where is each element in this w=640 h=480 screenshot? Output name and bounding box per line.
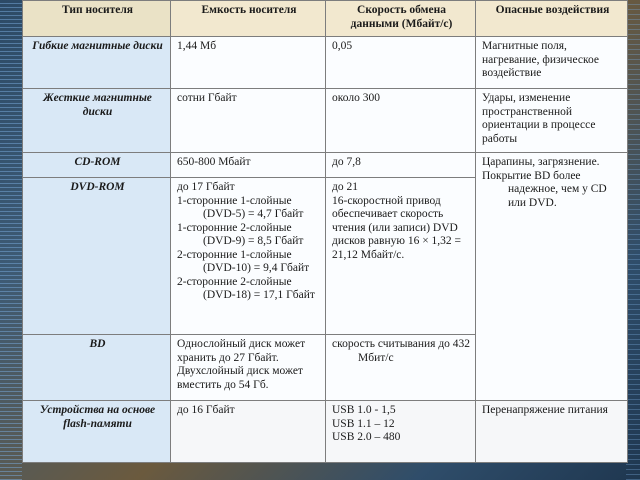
header-speed: Скорость обмена данными (Мбайт/с) — [326, 1, 476, 37]
capacity-floppy: 1,44 Мб — [171, 37, 326, 89]
hazards-optical-line2: Покрытие BD более надежное, чем у CD или DVD. — [482, 169, 607, 209]
background-pattern-right — [626, 0, 640, 480]
storage-media-table — [22, 0, 628, 463]
hazards-flash: Перенапряжение питания — [476, 401, 628, 463]
capacity-hdd: сотни Гбайт — [171, 89, 326, 153]
table-row — [23, 153, 628, 178]
table-row — [23, 37, 628, 89]
type-flash: Устройства на основе flash-памяти — [23, 401, 171, 463]
type-hdd: Жесткие магнитные диски — [23, 89, 171, 153]
capacity-dvd-line: 2-сторонние 2-слойные (DVD-18) = 17,1 Гбайт — [177, 275, 315, 301]
capacity-bd: Однослойный диск может хранить до 27 Гбайт. Двухслойный диск может вместить до 54 Гб. — [171, 335, 326, 401]
capacity-dvd-line: 1-сторонние 1-слойные (DVD-5) = 4,7 Гбайт — [177, 194, 304, 220]
capacity-cd: 650-800 Мбайт — [171, 153, 326, 178]
speed-floppy: 0,05 — [326, 37, 476, 89]
header-type: Тип носителя — [23, 1, 171, 37]
speed-dvd-line: до 21 — [332, 181, 358, 193]
table-row — [23, 401, 628, 463]
capacity-flash: до 16 Гбайт — [171, 401, 326, 463]
type-bd: BD — [23, 335, 171, 401]
hazards-floppy: Магнитные поля, нагревание, физическое воздействие — [476, 37, 628, 89]
type-floppy: Гибкие магнитные диски — [23, 37, 171, 89]
capacity-dvd — [171, 178, 326, 335]
background-pattern-left — [0, 0, 22, 480]
speed-flash — [326, 401, 476, 463]
hazards-optical — [476, 153, 628, 401]
speed-bd-text: скорость считывания до 432 Мбит/с — [332, 338, 471, 364]
speed-dvd — [326, 178, 476, 335]
header-hazards: Опасные воздействия — [476, 1, 628, 37]
header-capacity: Емкость носителя — [171, 1, 326, 37]
capacity-dvd-line: 1-сторонние 2-слойные (DVD-9) = 8,5 Гбайт — [177, 221, 304, 247]
capacity-dvd-line: до 17 Гбайт — [177, 181, 235, 193]
header-row — [23, 1, 628, 37]
speed-bd — [326, 335, 476, 401]
type-dvd: DVD-ROM — [23, 178, 171, 335]
table-row — [23, 89, 628, 153]
speed-flash-line: USB 1.0 - 1,5 — [332, 404, 396, 416]
speed-flash-line: USB 2.0 – 480 — [332, 431, 401, 443]
type-cd: CD-ROM — [23, 153, 171, 178]
speed-cd: до 7,8 — [326, 153, 476, 178]
speed-hdd: около 300 — [326, 89, 476, 153]
speed-dvd-line: 16-скоростной привод обеспечивает скорость чтения (или записи) DVD дисков равную 16 × 1,32 = 21,12 Мбайт/с. — [332, 194, 462, 261]
capacity-dvd-line: 2-сторонние 1-слойные (DVD-10) = 9,4 Гбайт — [177, 248, 310, 274]
hazards-optical-line1: Царапины, загрязнение. — [482, 156, 600, 168]
hazards-hdd: Удары, изменение пространственной ориентации в процессе работы — [476, 89, 628, 153]
speed-flash-line: USB 1.1 – 12 — [332, 417, 395, 430]
